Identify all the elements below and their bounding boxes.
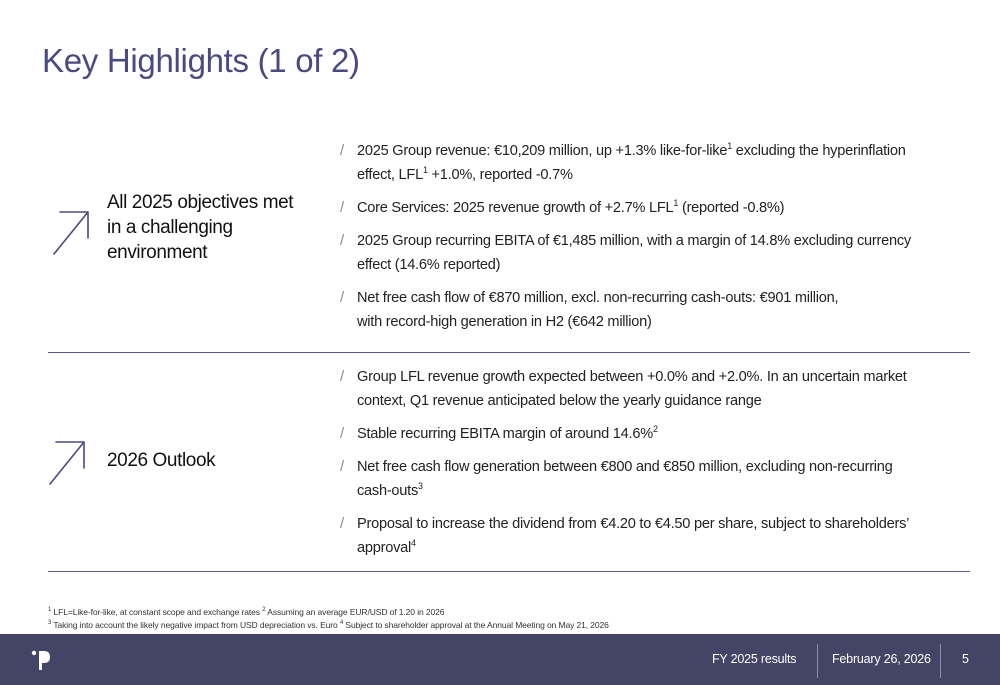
company-logo-icon	[30, 648, 52, 672]
footnote-ref: 4	[339, 620, 344, 627]
footnote-ref: 1	[673, 198, 679, 209]
footnote-ref: 1	[422, 165, 428, 176]
page-title: Key Highlights (1 of 2)	[42, 42, 360, 79]
footnote-line: $^3$ Taking into account the likely negative impact from USD depreciation vs. Euro $^4$ Subject to shareholder approval at the Annual Meeting on May 21, 2026	[48, 620, 609, 630]
bullet-marker: /	[340, 142, 344, 159]
footnote-ref: 4	[410, 538, 416, 549]
footnote-ref: 3	[48, 620, 52, 627]
footnote-ref: 3	[418, 481, 423, 492]
bullet-marker: /	[340, 458, 344, 475]
arrow-up-right-icon	[46, 434, 88, 488]
bullet-marker: /	[340, 425, 344, 442]
bullet-item: / Proposal to increase the dividend from €4.20 to €4.50 per share, subject to shareholders’ approval$^4$	[340, 512, 965, 560]
bullet-marker: /	[340, 232, 344, 249]
page-number: 5	[962, 652, 969, 666]
footnote-ref: 2	[652, 424, 658, 435]
footer-divider	[817, 644, 818, 678]
section-objectives	[48, 130, 970, 353]
section-heading: All 2025 objectives met in a challenging environment	[107, 192, 294, 263]
arrow-up-right-icon	[50, 204, 92, 258]
footnote-ref: 2	[262, 607, 266, 614]
bullet-item: / 2025 Group revenue: €10,209 million, up +1.3% like-for-like$^1$ excluding the hyperinflation effect, $LFL^1 +1.0\%$, reported -0.7%	[340, 139, 965, 187]
footnotes	[48, 606, 609, 632]
bullet-item: / Stable recurring EBITA margin of around 14.6%$^2$	[340, 422, 965, 446]
bullet-item: / Core Services: 2025 revenue growth of +2.7% LFL$^1$ (reported -0.8%)	[340, 196, 965, 220]
bullet-marker: /	[340, 368, 344, 385]
bullet-item: / Net free cash flow of €870 million, excl. non-recurring cash-outs: €901 million, with record-high generation in H2 (€642 million)	[340, 286, 965, 334]
bullet-marker: /	[340, 289, 344, 306]
footnote-ref: 1	[48, 607, 52, 614]
bullet-marker: /	[340, 515, 344, 532]
bullet-list	[340, 139, 965, 343]
bullet-item: / Net free cash flow generation between €800 and €850 million, excluding non-recurring cash-outs$^3$	[340, 455, 965, 503]
footer-divider	[940, 644, 941, 678]
footer-results-label: FY 2025 results	[712, 652, 797, 666]
bullet-list	[340, 365, 965, 569]
footnote-line: $^1$ LFL=Like-for-like, at constant scope and exchange rates $^2$ Assuming an average EUR/USD of 1.20 in 2026	[48, 607, 445, 617]
section-heading: 2026 Outlook	[107, 450, 216, 471]
footnote-ref: 1	[727, 141, 732, 152]
bullet-marker: /	[340, 199, 344, 216]
section-outlook	[48, 354, 970, 572]
footer-bar	[0, 634, 1000, 685]
bullet-item: / Group LFL revenue growth expected between +0.0% and +2.0%. In an uncertain market context, Q1 revenue anticipated below the yearly guidance range	[340, 365, 965, 413]
footer-date: February 26, 2026	[832, 652, 931, 666]
bullet-item: / 2025 Group recurring EBITA of €1,485 million, with a margin of 14.8% excluding currency effect (14.6% reported)	[340, 229, 965, 277]
